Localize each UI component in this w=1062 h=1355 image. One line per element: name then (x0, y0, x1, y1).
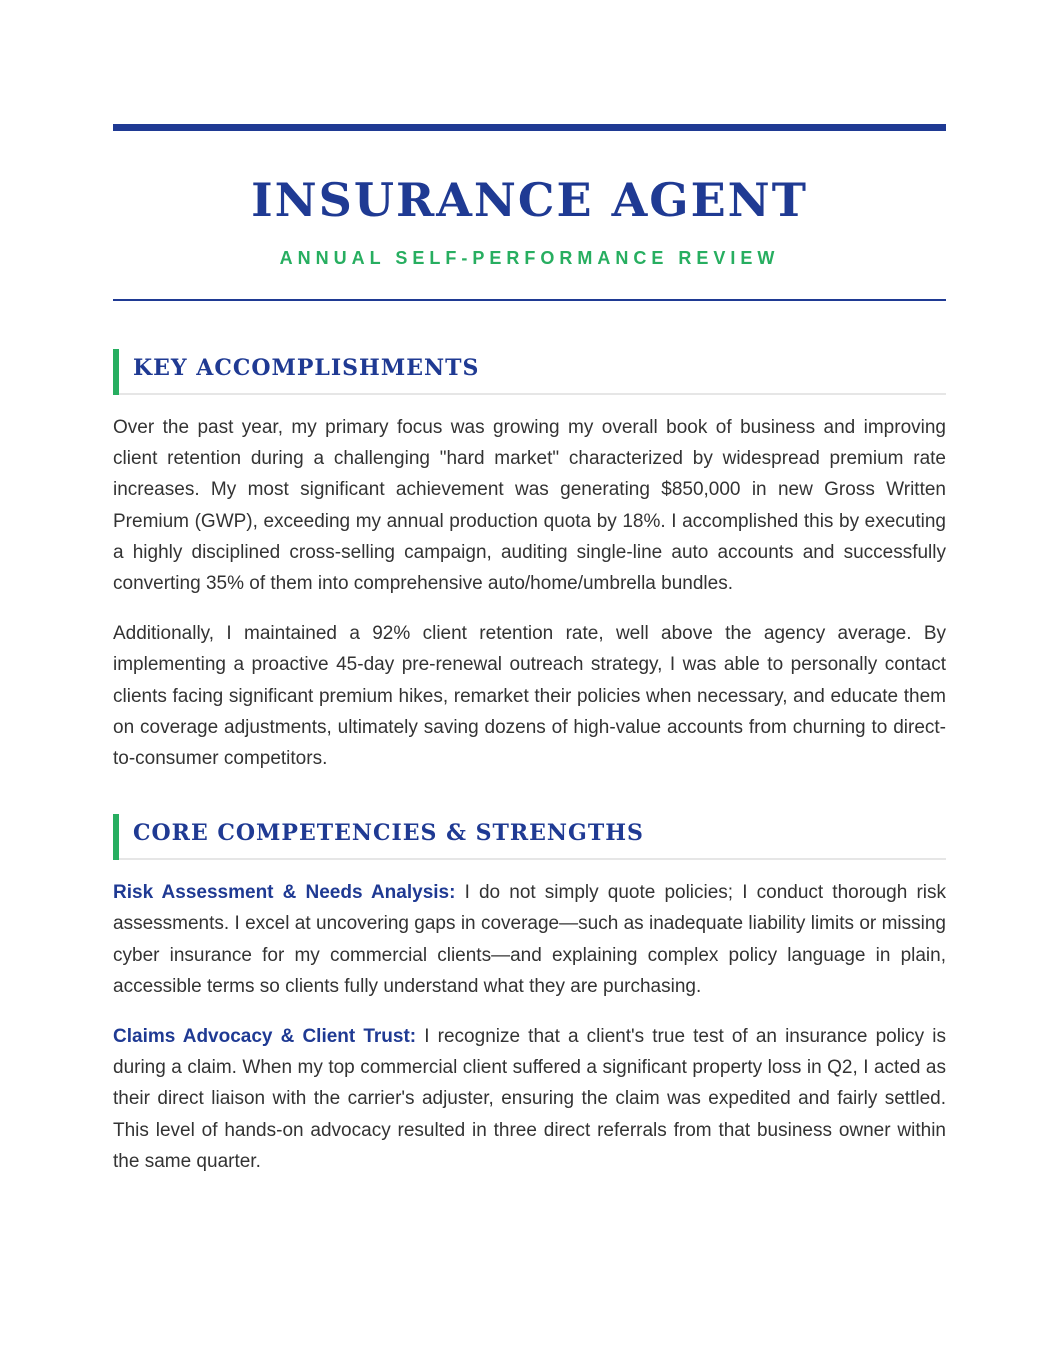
page-subtitle: ANNUAL SELF-PERFORMANCE REVIEW (279, 248, 780, 268)
section-core-competencies (113, 814, 946, 1177)
section-title: KEY ACCOMPLISHMENTS (133, 355, 480, 381)
section-title: CORE COMPETENCIES & STRENGTHS (133, 820, 644, 847)
heading-accent-bar (113, 349, 119, 395)
section-body (113, 412, 946, 774)
section-body (113, 877, 946, 1177)
section-heading (113, 814, 946, 860)
paragraph-text: Additionally, I maintained a 92% client retention rate, well above the agency average. By implementing a proactive 45-day pre-renewal outreach strategy, I was able to personally contact clients facing significant premium hikes, remarket their policies when necessary, and educate them on coverage adjustments, ultimately saving dozens of high-value accounts from churning to direct-to-consumer competitors. (113, 623, 946, 770)
section-key-accomplishments (113, 349, 946, 774)
competency-lead: Risk Assessment & Needs Analysis: (113, 882, 456, 904)
competency-paragraph (113, 1021, 946, 1177)
section-heading (113, 349, 946, 395)
paragraph (113, 618, 946, 774)
paragraph-text: I recognize that a client's true test of an insurance policy is during a claim. When my top commercial client suffered a significant property loss in Q2, I acted as their direct liaison with the carrier's adjuster, ensuring the claim was expedited and fairly settled. This level of hands-on advocacy resulted in three direct referrals from that business owner within the same quarter. (113, 1026, 947, 1172)
page-title: INSURANCE AGENT (251, 173, 808, 227)
top-rule (113, 124, 946, 131)
paragraph-text: I do not simply quote policies; I conduct thorough risk assessments. I excel at uncovering gaps in coverage—such as inadequate liability limits or missing cyber insurance for my commercial clients—and explaining complex policy language in plain, accessible terms so clients fully understand what they are purchasing. (113, 882, 946, 997)
heading-accent-bar (113, 814, 119, 860)
competency-lead: Claims Advocacy & Client Trust: (113, 1026, 417, 1048)
competency-paragraph (113, 877, 946, 1002)
document-page (113, 124, 946, 1177)
paragraph (113, 412, 946, 599)
paragraph-text: Over the past year, my primary focus was growing my overall book of business and improving client retention during a challenging "hard market" characterized by widespread premium rate increases. My most significant achievement was generating $850,000 in new Gross Written Premium (GWP), exceeding my annual production quota by 18%. I accomplished this by executing a highly disciplined cross-selling campaign, auditing single-line auto accounts and successfully converting 35% of them into comprehensive auto/home/umbrella bundles. (113, 417, 946, 595)
header-divider (113, 299, 946, 301)
